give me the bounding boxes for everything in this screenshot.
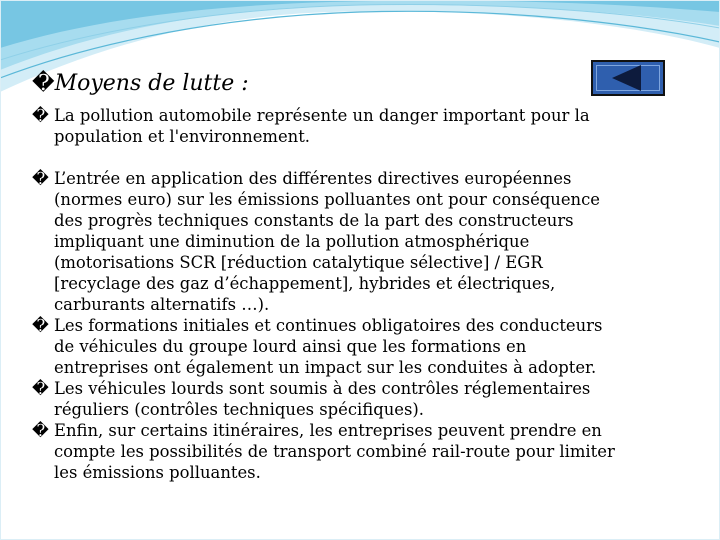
slide-title [32,70,249,98]
text-line: entreprises ont également un impact sur les conduites à adopter. [54,358,597,377]
text-line: réguliers (contrôles techniques spécifiques). [54,400,424,419]
text-line: carburants alternatifs …). [54,295,270,314]
paragraph-pollution-danger [32,105,707,147]
triangle-left-icon [593,62,663,94]
text-line: (motorisations SCR [réduction catalytique sélective] / EGR [54,253,543,272]
text-line: Les formations initiales et continues obligatoires des conducteurs [54,316,603,335]
text-line: Enfin, sur certains itinéraires, les entreprises peuvent prendre en [54,421,602,440]
bullet-marker: � [32,106,49,125]
text-line: [recyclage des gaz d’échappement], hybrides et électriques, [54,274,556,293]
back-button[interactable] [591,60,665,96]
bullet-marker: � [32,169,49,188]
text-line: les émissions polluantes. [54,463,261,482]
title-text: Moyens de lutte : [54,71,249,96]
paragraph-rail-road-transport [32,420,707,483]
text-line: (normes euro) sur les émissions polluantes ont pour conséquence [54,190,600,209]
paragraph-driver-training [32,315,707,378]
slide-content [32,105,707,483]
text-line: La pollution automobile représente un danger important pour la [54,106,590,125]
paragraph-vehicle-inspections [32,378,707,420]
text-line: population et l'environnement. [54,127,310,146]
title-bullet: � [32,71,55,96]
text-line: des progrès techniques constants de la part des constructeurs [54,211,574,230]
text-line: compte les possibilités de transport combiné rail-route pour limiter [54,442,615,461]
text-line: L’entrée en application des différentes directives européennes [54,169,572,188]
paragraph-euro-directives [32,168,707,315]
text-line: impliquant une diminution de la pollution atmosphérique [54,232,530,251]
text-line: de véhicules du groupe lourd ainsi que les formations en [54,337,527,356]
bullet-marker: � [32,421,49,440]
bullet-marker: � [32,316,49,335]
text-line: Les véhicules lourds sont soumis à des contrôles réglementaires [54,379,591,398]
bullet-marker: � [32,379,49,398]
